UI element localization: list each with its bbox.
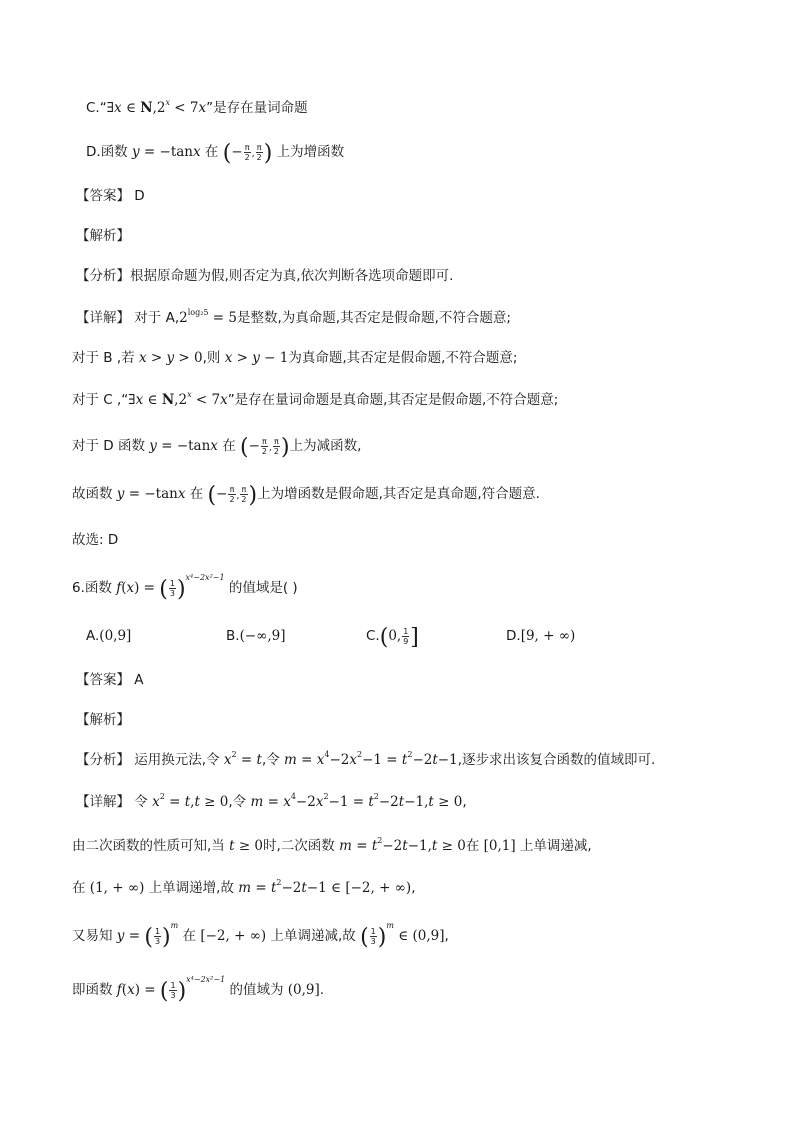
q5-detail-b: 对于 B ,若 x > y > 0,则 x > y − 1为真命题,其否定是假命题,不符合题意;: [72, 350, 518, 366]
q6-answer: 【答案】 A: [76, 672, 144, 688]
q5-detail-c: 对于 C ,“∃x ∈ $N,2^x < 7x$”是存在量词命题是真命题,其否定是假命题,不符合题意;: [72, 390, 559, 408]
q5-analysis: 【解析】: [76, 228, 130, 244]
q6-option-c: C.(0, $\frac{1}{9}$ ]: [366, 625, 419, 650]
q6-analysis: 【解析】: [76, 712, 130, 728]
q5-conclusion: 故函数 y = −tanx 在 (− $\frac{\pi}{2}$ , $\frac{\pi}{2}$ )上为增函数是假命题,其否定是真命题,符合题意.: [72, 483, 540, 508]
q6-fenxi: 【分析】 运用换元法,令 $x^2 = t$,令 $m = x^4-2x^2-1 = t^2-2t-1$,逐步求出该复合函数的值域即可.: [76, 750, 656, 768]
q6-detail-5: 即函数 f(x) = ( $\frac{1}{3}$ )$^{x^4-2x^2-1}$ 的值域为 (0,9].: [72, 975, 325, 1004]
q5-option-c: C.“∃x ∈ $N,2^x < 7x$”是存在量词命题: [86, 98, 308, 116]
q5-option-d: D.函数 y = −tanx 在 (− $\frac{\pi}{2}$ , $\frac{\pi}{2}$ ) 上为增函数: [86, 141, 345, 166]
q5-detail-a: 【详解】 对于 $A,2^{log_25} = 5$是整数,为真命题,其否定是假命题,不符合题意;: [76, 308, 511, 326]
q5-fenxi: 【分析】根据原命题为假,则否定为真,依次判断各选项命题即可.: [76, 268, 454, 284]
q6-detail-3: 在 (1, + ∞) 上单调递增,故 $m = t^2-2t-1$ ∈ [−2, + ∞),: [72, 878, 416, 896]
q6-option-d: D.[9, + ∞): [506, 628, 576, 644]
q5-choice: 故选: D: [72, 532, 119, 548]
q6-detail-1: 【详解】 令 $x^2 = t,t \ge 0$,令 $m = x^4-2x^2-1 = t^2-2t-1,t \ge 0$,: [76, 792, 467, 810]
q6-option-b: B.(−∞,9]: [226, 628, 286, 644]
q6-detail-4: 又易知 y = ( $\frac{1}{3}$ )$^m$ 在 [−2, + ∞) 上单调递减,故 ( $\frac{1}{3}$ )$^m$ ∈ (0,9],: [72, 921, 449, 950]
q5-detail-d: 对于 D 函数 y = −tanx 在 (− $\frac{\pi}{2}$ , $\frac{\pi}{2}$ )上为减函数,: [72, 435, 362, 460]
q6-option-a: A.(0,9]: [86, 628, 132, 644]
q5-answer: 【答案】 D: [76, 188, 145, 204]
q6-stem: 6.函数 f(x) = ( $\frac{1}{3}$ )$^{x^4-2x^2-1}$ 的值域是( ): [72, 573, 298, 602]
q6-detail-2: 由二次函数的性质可知,当 t ≥ 0时,二次函数 $m = t^2-2t-1,t \ge 0$在 [0,1] 上单调递减,: [72, 836, 592, 854]
